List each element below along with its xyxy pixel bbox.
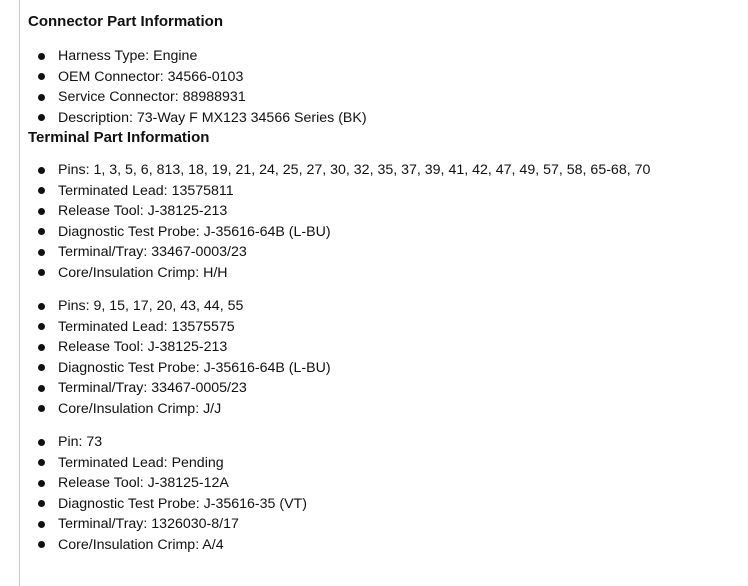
list-item (28, 46, 740, 67)
list-item (28, 317, 740, 338)
bullet-icon (38, 303, 45, 310)
list-item-text: Terminal/Tray: 1326030-8/17 (58, 516, 239, 532)
list-item (28, 201, 740, 222)
bullet-icon (38, 228, 45, 235)
list-item (28, 87, 740, 108)
list-item (28, 514, 740, 535)
list-item-text: Diagnostic Test Probe: J-35616-64B (L-BU) (58, 223, 331, 240)
left-border-rule (19, 0, 20, 586)
bullet-icon (38, 249, 45, 256)
connector-part-list (28, 46, 740, 128)
list-item (28, 108, 740, 129)
bullet-icon (38, 269, 45, 276)
list-item-text: Harness Type: Engine (58, 48, 198, 64)
bullet-icon (38, 364, 45, 371)
bullet-icon (38, 459, 45, 466)
bullet-icon (38, 94, 45, 101)
list-item-text: Terminated Lead: Pending (58, 454, 224, 471)
list-item-text: Terminal/Tray: 33467-0005/23 (58, 380, 247, 396)
bullet-icon (38, 439, 45, 446)
list-item-text: Release Tool: J-38125-213 (58, 203, 228, 219)
list-item (28, 453, 740, 474)
list-item-text: Terminated Lead: 13575575 (58, 318, 235, 335)
list-item (28, 160, 740, 181)
connector-part-heading: Connector Part Information (28, 13, 224, 30)
list-item (28, 494, 740, 515)
list-item-text: OEM Connector: 34566-0103 (58, 68, 244, 85)
list-item-text: Pin: 73 (58, 434, 103, 450)
list-item-text: Diagnostic Test Probe: J-35616-64B (L-BU) (58, 359, 331, 376)
terminal-group-3-list (28, 432, 740, 555)
list-item (28, 358, 740, 379)
list-item-text: Terminal/Tray: 33467-0003/23 (58, 244, 247, 260)
list-item-text: Service Connector: 88988931 (58, 89, 246, 105)
list-item (28, 378, 740, 399)
list-item (28, 263, 740, 284)
list-item (28, 181, 740, 202)
list-item-text: Core/Insulation Crimp: A/4 (58, 536, 224, 553)
bullet-icon (38, 114, 45, 121)
list-item-text: Description: 73-Way F MX123 34566 Series (BK) (58, 109, 367, 126)
terminal-group-1-list (28, 160, 740, 283)
list-item (28, 67, 740, 88)
terminal-group-2-list (28, 296, 740, 419)
list-item-text: Terminated Lead: 13575811 (58, 182, 234, 199)
bullet-icon (38, 323, 45, 330)
list-item (28, 535, 740, 556)
bullet-icon (38, 187, 45, 194)
list-item-text: Pins: 9, 15, 17, 20, 43, 44, 55 (58, 298, 244, 314)
list-item (28, 432, 740, 453)
list-item-text: Pins: 1, 3, 5, 6, 813, 18, 19, 21, 24, 25, 27, 30, 32, 35, 37, 39, 41, 42, 47, 49, 57, 58, 65-68, 70 (58, 162, 651, 178)
list-item (28, 222, 740, 243)
bullet-icon (38, 167, 45, 174)
list-item (28, 473, 740, 494)
bullet-icon (38, 500, 45, 507)
terminal-part-heading: Terminal Part Information (28, 129, 210, 146)
list-item (28, 399, 740, 420)
bullet-icon (38, 208, 45, 215)
bullet-icon (38, 73, 45, 80)
bullet-icon (38, 521, 45, 528)
list-item-text: Core/Insulation Crimp: J/J (58, 400, 222, 417)
list-item-text: Release Tool: J-38125-12A (58, 475, 229, 491)
list-item (28, 242, 740, 263)
bullet-icon (38, 541, 45, 548)
list-item-text: Core/Insulation Crimp: H/H (58, 264, 228, 281)
list-item (28, 296, 740, 317)
bullet-icon (38, 53, 45, 60)
list-item-text: Release Tool: J-38125-213 (58, 339, 228, 355)
bullet-icon (38, 385, 45, 392)
list-item (28, 337, 740, 358)
bullet-icon (38, 405, 45, 412)
bullet-icon (38, 344, 45, 351)
document-body (28, 12, 740, 555)
list-item-text: Diagnostic Test Probe: J-35616-35 (VT) (58, 495, 307, 512)
bullet-icon (38, 480, 45, 487)
